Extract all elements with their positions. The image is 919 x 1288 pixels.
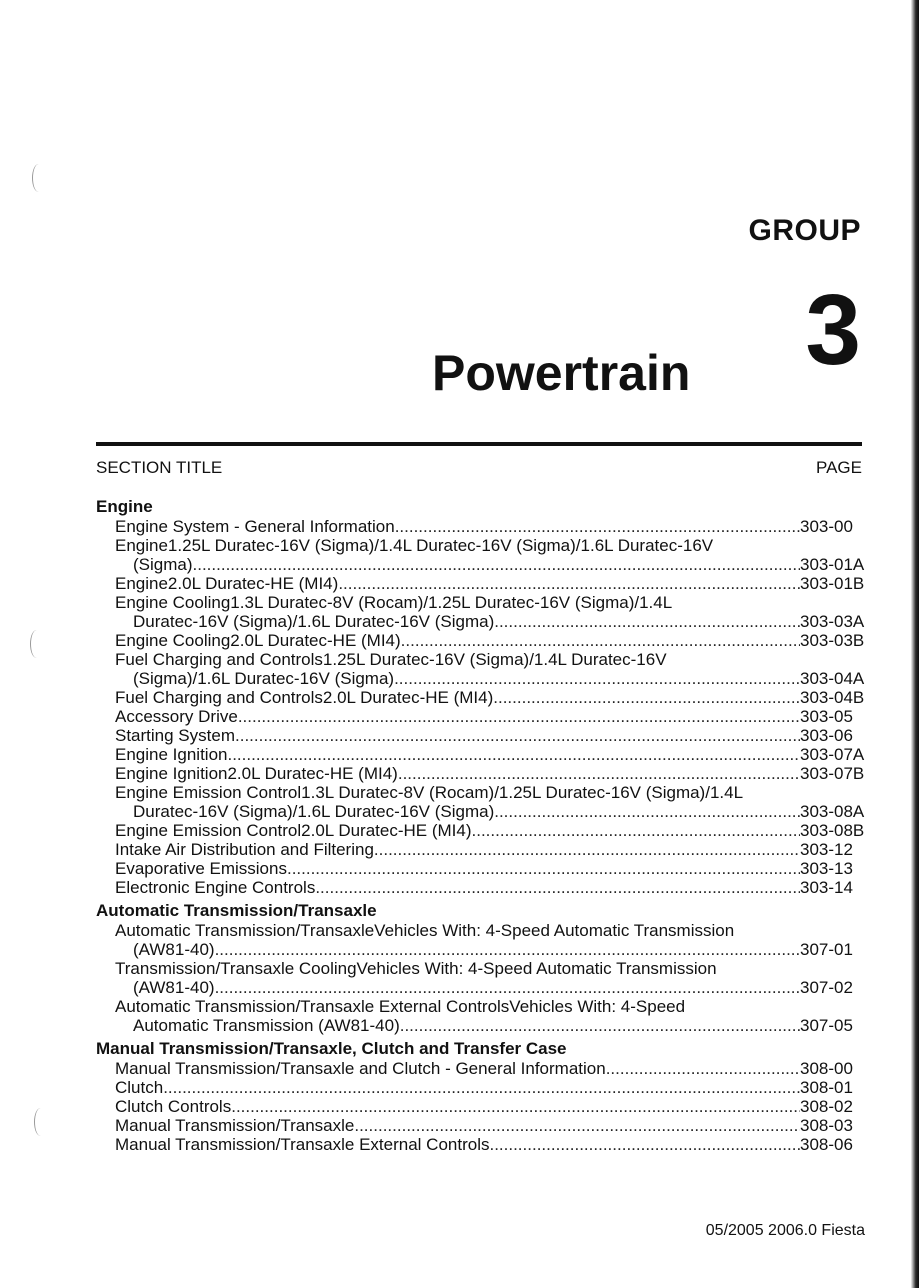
toc-entry-title-line: Engine Cooling2.0L Duratec-HE (MI4) bbox=[115, 631, 401, 650]
toc-entry[interactable] bbox=[96, 821, 865, 840]
toc-entry-page: 307-02 bbox=[800, 978, 853, 997]
toc-entry-title-line: Engine Cooling1.3L Duratec-8V (Rocam)/1.25L Duratec-16V (Sigma)/1.4L bbox=[115, 593, 673, 612]
group-label: GROUP bbox=[748, 214, 861, 247]
dot-leader bbox=[354, 1116, 800, 1135]
dot-leader bbox=[163, 1078, 800, 1097]
dot-leader bbox=[374, 840, 800, 859]
binding-hole-mark bbox=[30, 630, 43, 658]
toc-entry-page: 303-01A bbox=[800, 555, 865, 574]
toc-entry-page: 303-03B bbox=[800, 631, 865, 650]
group-number: 3 bbox=[805, 274, 861, 386]
dot-leader bbox=[231, 1097, 800, 1116]
toc-entry[interactable] bbox=[96, 688, 865, 707]
toc-entry-title-line: (AW81-40) bbox=[133, 978, 215, 997]
toc-entry[interactable] bbox=[96, 650, 865, 688]
dot-leader bbox=[315, 878, 800, 897]
binding-hole-mark bbox=[34, 1108, 47, 1136]
dot-leader bbox=[227, 745, 800, 764]
toc-entry[interactable] bbox=[96, 878, 862, 897]
dot-leader bbox=[287, 859, 800, 878]
page-header: PAGE bbox=[816, 458, 862, 477]
toc-entry[interactable] bbox=[96, 783, 865, 821]
table-of-contents bbox=[96, 496, 865, 1154]
toc-entry[interactable] bbox=[96, 574, 865, 593]
toc-entry-page: 303-00 bbox=[800, 517, 853, 536]
toc-entry-title-line: Manual Transmission/Transaxle bbox=[115, 1116, 355, 1135]
toc-entry[interactable] bbox=[96, 840, 862, 859]
toc-entry-page: 303-14 bbox=[800, 878, 853, 897]
toc-entry-title-line: Engine Ignition bbox=[115, 745, 228, 764]
toc-entry[interactable] bbox=[96, 764, 865, 783]
dot-leader bbox=[472, 821, 800, 840]
dot-leader bbox=[493, 688, 800, 707]
dot-leader bbox=[398, 764, 800, 783]
dot-leader bbox=[401, 631, 800, 650]
toc-entry-title-line: Duratec-16V (Sigma)/1.6L Duratec-16V (Sigma) bbox=[133, 802, 495, 821]
dot-leader bbox=[338, 574, 800, 593]
toc-entry-title-line: Clutch bbox=[115, 1078, 164, 1097]
page-footer: 05/2005 2006.0 Fiesta bbox=[705, 1222, 865, 1239]
toc-entry[interactable] bbox=[96, 997, 862, 1035]
dot-leader bbox=[395, 517, 800, 536]
toc-entry[interactable] bbox=[96, 859, 862, 878]
toc-entry-page: 307-05 bbox=[800, 1016, 853, 1035]
dot-leader bbox=[215, 940, 800, 959]
toc-entry-page: 303-08B bbox=[800, 821, 865, 840]
toc-entry-page: 308-02 bbox=[800, 1097, 853, 1116]
scan-edge-shadow bbox=[911, 0, 919, 1288]
toc-entry[interactable] bbox=[96, 517, 862, 536]
toc-entry-title-line: Automatic Transmission (AW81-40) bbox=[133, 1016, 400, 1035]
toc-entry-title-line: (Sigma)/1.6L Duratec-16V (Sigma) bbox=[133, 669, 395, 688]
toc-entry-page: 303-04B bbox=[800, 688, 865, 707]
dot-leader bbox=[394, 669, 800, 688]
toc-entry-page: 303-07A bbox=[800, 745, 865, 764]
toc-entry[interactable] bbox=[96, 631, 865, 650]
dot-leader bbox=[489, 1135, 800, 1154]
toc-entry-title-line: Automatic Transmission/Transaxle External ControlsVehicles With: 4-Speed bbox=[115, 997, 686, 1016]
toc-entry-title-line: Manual Transmission/Transaxle External Controls bbox=[115, 1135, 490, 1154]
toc-entry-page: 307-01 bbox=[800, 940, 853, 959]
header-rule bbox=[96, 442, 862, 446]
toc-entry[interactable] bbox=[96, 959, 862, 997]
dot-leader bbox=[494, 802, 800, 821]
toc-entry-page: 308-06 bbox=[800, 1135, 853, 1154]
dot-leader bbox=[606, 1059, 800, 1078]
toc-entry[interactable] bbox=[96, 1078, 862, 1097]
dot-leader bbox=[235, 726, 800, 745]
toc-entry-title-line: Fuel Charging and Controls1.25L Duratec-16V (Sigma)/1.4L Duratec-16V bbox=[115, 650, 667, 669]
dot-leader bbox=[215, 978, 800, 997]
toc-entry-page: 303-03A bbox=[800, 612, 865, 631]
toc-entry[interactable] bbox=[96, 593, 865, 631]
dot-leader bbox=[400, 1016, 800, 1035]
section-title-header: SECTION TITLE bbox=[96, 458, 223, 477]
toc-entry[interactable] bbox=[96, 1059, 862, 1078]
toc-entry-title-line: Evaporative Emissions bbox=[115, 859, 287, 878]
toc-entry-page: 308-01 bbox=[800, 1078, 853, 1097]
toc-category-heading: Automatic Transmission/Transaxle bbox=[96, 901, 377, 920]
toc-entry-title-line: (Sigma) bbox=[133, 555, 193, 574]
toc-entry[interactable] bbox=[96, 1116, 862, 1135]
toc-entry[interactable] bbox=[96, 1097, 862, 1116]
group-title: Powertrain bbox=[432, 345, 691, 401]
toc-entry-page: 303-08A bbox=[800, 802, 865, 821]
dot-leader bbox=[238, 707, 800, 726]
toc-entry-title-line: Engine1.25L Duratec-16V (Sigma)/1.4L Duratec-16V (Sigma)/1.6L Duratec-16V bbox=[115, 536, 714, 555]
toc-entry-title-line: Engine2.0L Duratec-HE (MI4) bbox=[115, 574, 339, 593]
toc-entry-title-line: Starting System bbox=[115, 726, 235, 745]
toc-entry-page: 308-03 bbox=[800, 1116, 853, 1135]
toc-entry-title-line: Intake Air Distribution and Filtering bbox=[115, 840, 374, 859]
toc-entry[interactable] bbox=[96, 707, 862, 726]
binding-hole-mark bbox=[32, 164, 45, 192]
toc-entry[interactable] bbox=[96, 536, 865, 574]
toc-entry-title-line: Automatic Transmission/TransaxleVehicles With: 4-Speed Automatic Transmission bbox=[115, 921, 735, 940]
toc-entry-page: 303-04A bbox=[800, 669, 865, 688]
toc-entry-page: 303-01B bbox=[800, 574, 865, 593]
toc-entry-page: 303-12 bbox=[800, 840, 853, 859]
toc-entry-title-line: Manual Transmission/Transaxle and Clutch - General Information bbox=[115, 1059, 606, 1078]
dot-leader bbox=[494, 612, 800, 631]
toc-entry-title-line: Engine Emission Control1.3L Duratec-8V (Rocam)/1.25L Duratec-16V (Sigma)/1.4L bbox=[115, 783, 744, 802]
toc-entry-title-line: Engine Ignition2.0L Duratec-HE (MI4) bbox=[115, 764, 398, 783]
dot-leader bbox=[193, 555, 800, 574]
toc-entry[interactable] bbox=[96, 921, 862, 959]
toc-entry-title-line: (AW81-40) bbox=[133, 940, 215, 959]
toc-entry-title-line: Engine Emission Control2.0L Duratec-HE (MI4) bbox=[115, 821, 472, 840]
toc-category-heading: Engine bbox=[96, 497, 153, 516]
toc-entry-page: 303-06 bbox=[800, 726, 853, 745]
toc-entry[interactable] bbox=[96, 726, 862, 745]
toc-entry-page: 303-13 bbox=[800, 859, 853, 878]
toc-entry-title-line: Fuel Charging and Controls2.0L Duratec-HE (MI4) bbox=[115, 688, 494, 707]
toc-entry[interactable] bbox=[96, 745, 865, 764]
toc-entry-title-line: Clutch Controls bbox=[115, 1097, 232, 1116]
toc-entry-title-line: Accessory Drive bbox=[115, 707, 238, 726]
toc-entry-title-line: Duratec-16V (Sigma)/1.6L Duratec-16V (Sigma) bbox=[133, 612, 495, 631]
toc-entry[interactable] bbox=[96, 1135, 862, 1154]
toc-entry-title-line: Electronic Engine Controls bbox=[115, 878, 316, 897]
toc-entry-page: 303-05 bbox=[800, 707, 853, 726]
toc-entry-page: 303-07B bbox=[800, 764, 865, 783]
toc-entry-title-line: Transmission/Transaxle CoolingVehicles With: 4-Speed Automatic Transmission bbox=[115, 959, 717, 978]
toc-entry-page: 308-00 bbox=[800, 1059, 853, 1078]
toc-category-heading: Manual Transmission/Transaxle, Clutch and Transfer Case bbox=[96, 1039, 567, 1058]
toc-entry-title-line: Engine System - General Information bbox=[115, 517, 395, 536]
